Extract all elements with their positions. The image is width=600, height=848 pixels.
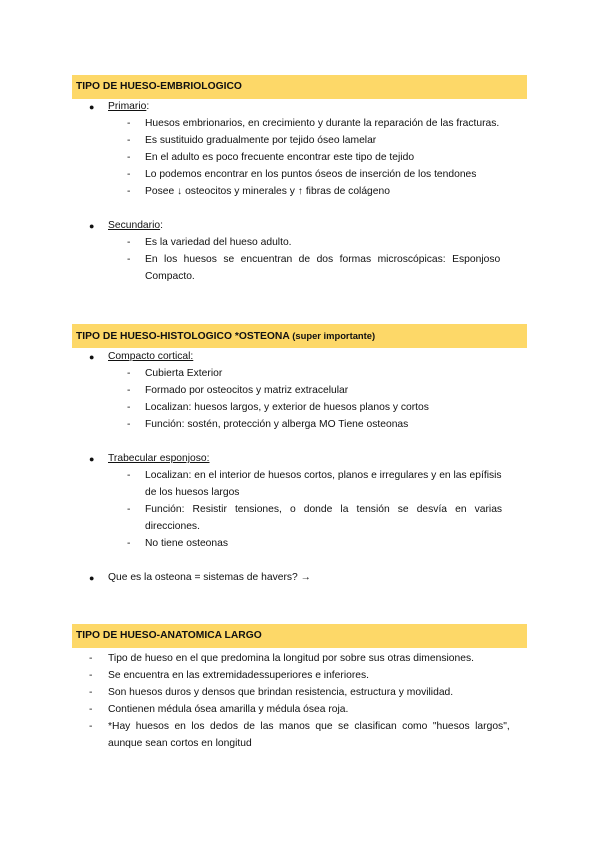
list-item: Formado por osteocitos y matriz extracelular — [145, 385, 349, 396]
bullet-icon: ● — [89, 102, 95, 112]
dash-icon: - — [127, 419, 131, 430]
dash-icon: - — [127, 470, 131, 481]
dash-icon: - — [127, 254, 131, 265]
list-item-continuation: direcciones. — [145, 521, 200, 532]
list-item: Tipo de hueso en el que predomina la longitud por sobre sus otras dimensiones. — [108, 653, 474, 664]
heading-histologico — [72, 324, 527, 348]
colon: : — [146, 101, 150, 112]
dash-icon: - — [127, 504, 131, 515]
dash-icon: - — [127, 186, 131, 197]
dash-icon: - — [89, 670, 93, 681]
list-item-continuation: aunque sean cortos en longitud — [108, 738, 252, 749]
list-item: Posee ↓ osteocitos y minerales y ↑ fibras de colágeno — [145, 186, 390, 197]
heading-text: TIPO DE HUESO-EMBRIOLOGICO — [76, 81, 242, 92]
dash-icon: - — [127, 237, 131, 248]
dash-icon: - — [89, 721, 93, 732]
list-item: Función: sostén, protección y alberga MO Tiene osteonas — [145, 419, 409, 430]
label-primario-text: Primario — [108, 101, 147, 112]
dash-icon: - — [89, 704, 93, 715]
list-item: En el adulto es poco frecuente encontrar este tipo de tejido — [145, 152, 415, 163]
list-item: Contienen médula ósea amarilla y médula ósea roja. — [108, 704, 349, 715]
label-compacto: Compacto cortical: — [108, 351, 194, 362]
heading-text: TIPO DE HUESO-HISTOLOGICO *OSTEONA — [76, 331, 290, 342]
list-item-continuation: de los huesos largos — [145, 487, 240, 498]
dash-icon: - — [127, 385, 131, 396]
list-item: *Hay huesos en los dedos de las manos que se clasifican como "huesos largos", — [108, 721, 510, 732]
list-item: No tiene osteonas — [145, 538, 229, 549]
heading-embriologico — [72, 75, 527, 99]
list-item: Es sustituido gradualmente por tejido óseo lamelar — [145, 135, 377, 146]
label-secundario-text: Secundario — [108, 220, 161, 231]
dash-icon: - — [127, 402, 131, 413]
list-item: Función: Resistir tensiones, o donde la tensión se desvía en varias — [145, 504, 503, 515]
dash-icon: - — [127, 538, 131, 549]
bullet-icon: ● — [89, 352, 95, 362]
dash-icon: - — [127, 152, 131, 163]
list-item: Localizan: en el interior de huesos cortos, planos e irregulares y en las epífisis — [145, 470, 502, 481]
dash-icon: - — [127, 368, 131, 379]
label-trabecular: Trabecular esponjoso: — [108, 453, 210, 464]
label-primario — [108, 100, 149, 114]
list-item: Lo podemos encontrar en los puntos óseos de inserción de los tendones — [145, 169, 477, 180]
list-item: Es la variedad del hueso adulto. — [145, 237, 292, 248]
dash-icon: - — [127, 135, 131, 146]
bullet-icon: ● — [89, 573, 95, 583]
list-item: Localizan: huesos largos, y exterior de huesos planos y cortos — [145, 402, 429, 413]
heading-anatomica — [72, 624, 527, 648]
dash-icon: - — [127, 118, 131, 129]
label-secundario — [108, 219, 163, 233]
dash-icon: - — [89, 687, 93, 698]
list-item: En los huesos se encuentran de dos formas microscópicas: Esponjoso — [145, 254, 501, 265]
list-item: Cubierta Exterior — [145, 368, 223, 379]
heading-note: (super importante) — [292, 330, 376, 341]
question-osteona: Que es la osteona = sistemas de havers? → — [108, 572, 311, 583]
bullet-icon: ● — [89, 221, 95, 231]
bullet-icon: ● — [89, 454, 95, 464]
list-item: Huesos embrionarios, en crecimiento y durante la reparación de las fracturas. — [145, 118, 500, 129]
dash-icon: - — [89, 653, 93, 664]
list-item: Se encuentra en las extremidadessuperiores e inferiores. — [108, 670, 369, 681]
list-item-continuation: Compacto. — [145, 271, 195, 282]
colon: : — [160, 220, 163, 231]
dash-icon: - — [127, 169, 131, 180]
list-item: Son huesos duros y densos que brindan resistencia, estructura y movilidad. — [108, 687, 454, 698]
heading-text: TIPO DE HUESO-ANATOMICA LARGO — [76, 630, 262, 641]
